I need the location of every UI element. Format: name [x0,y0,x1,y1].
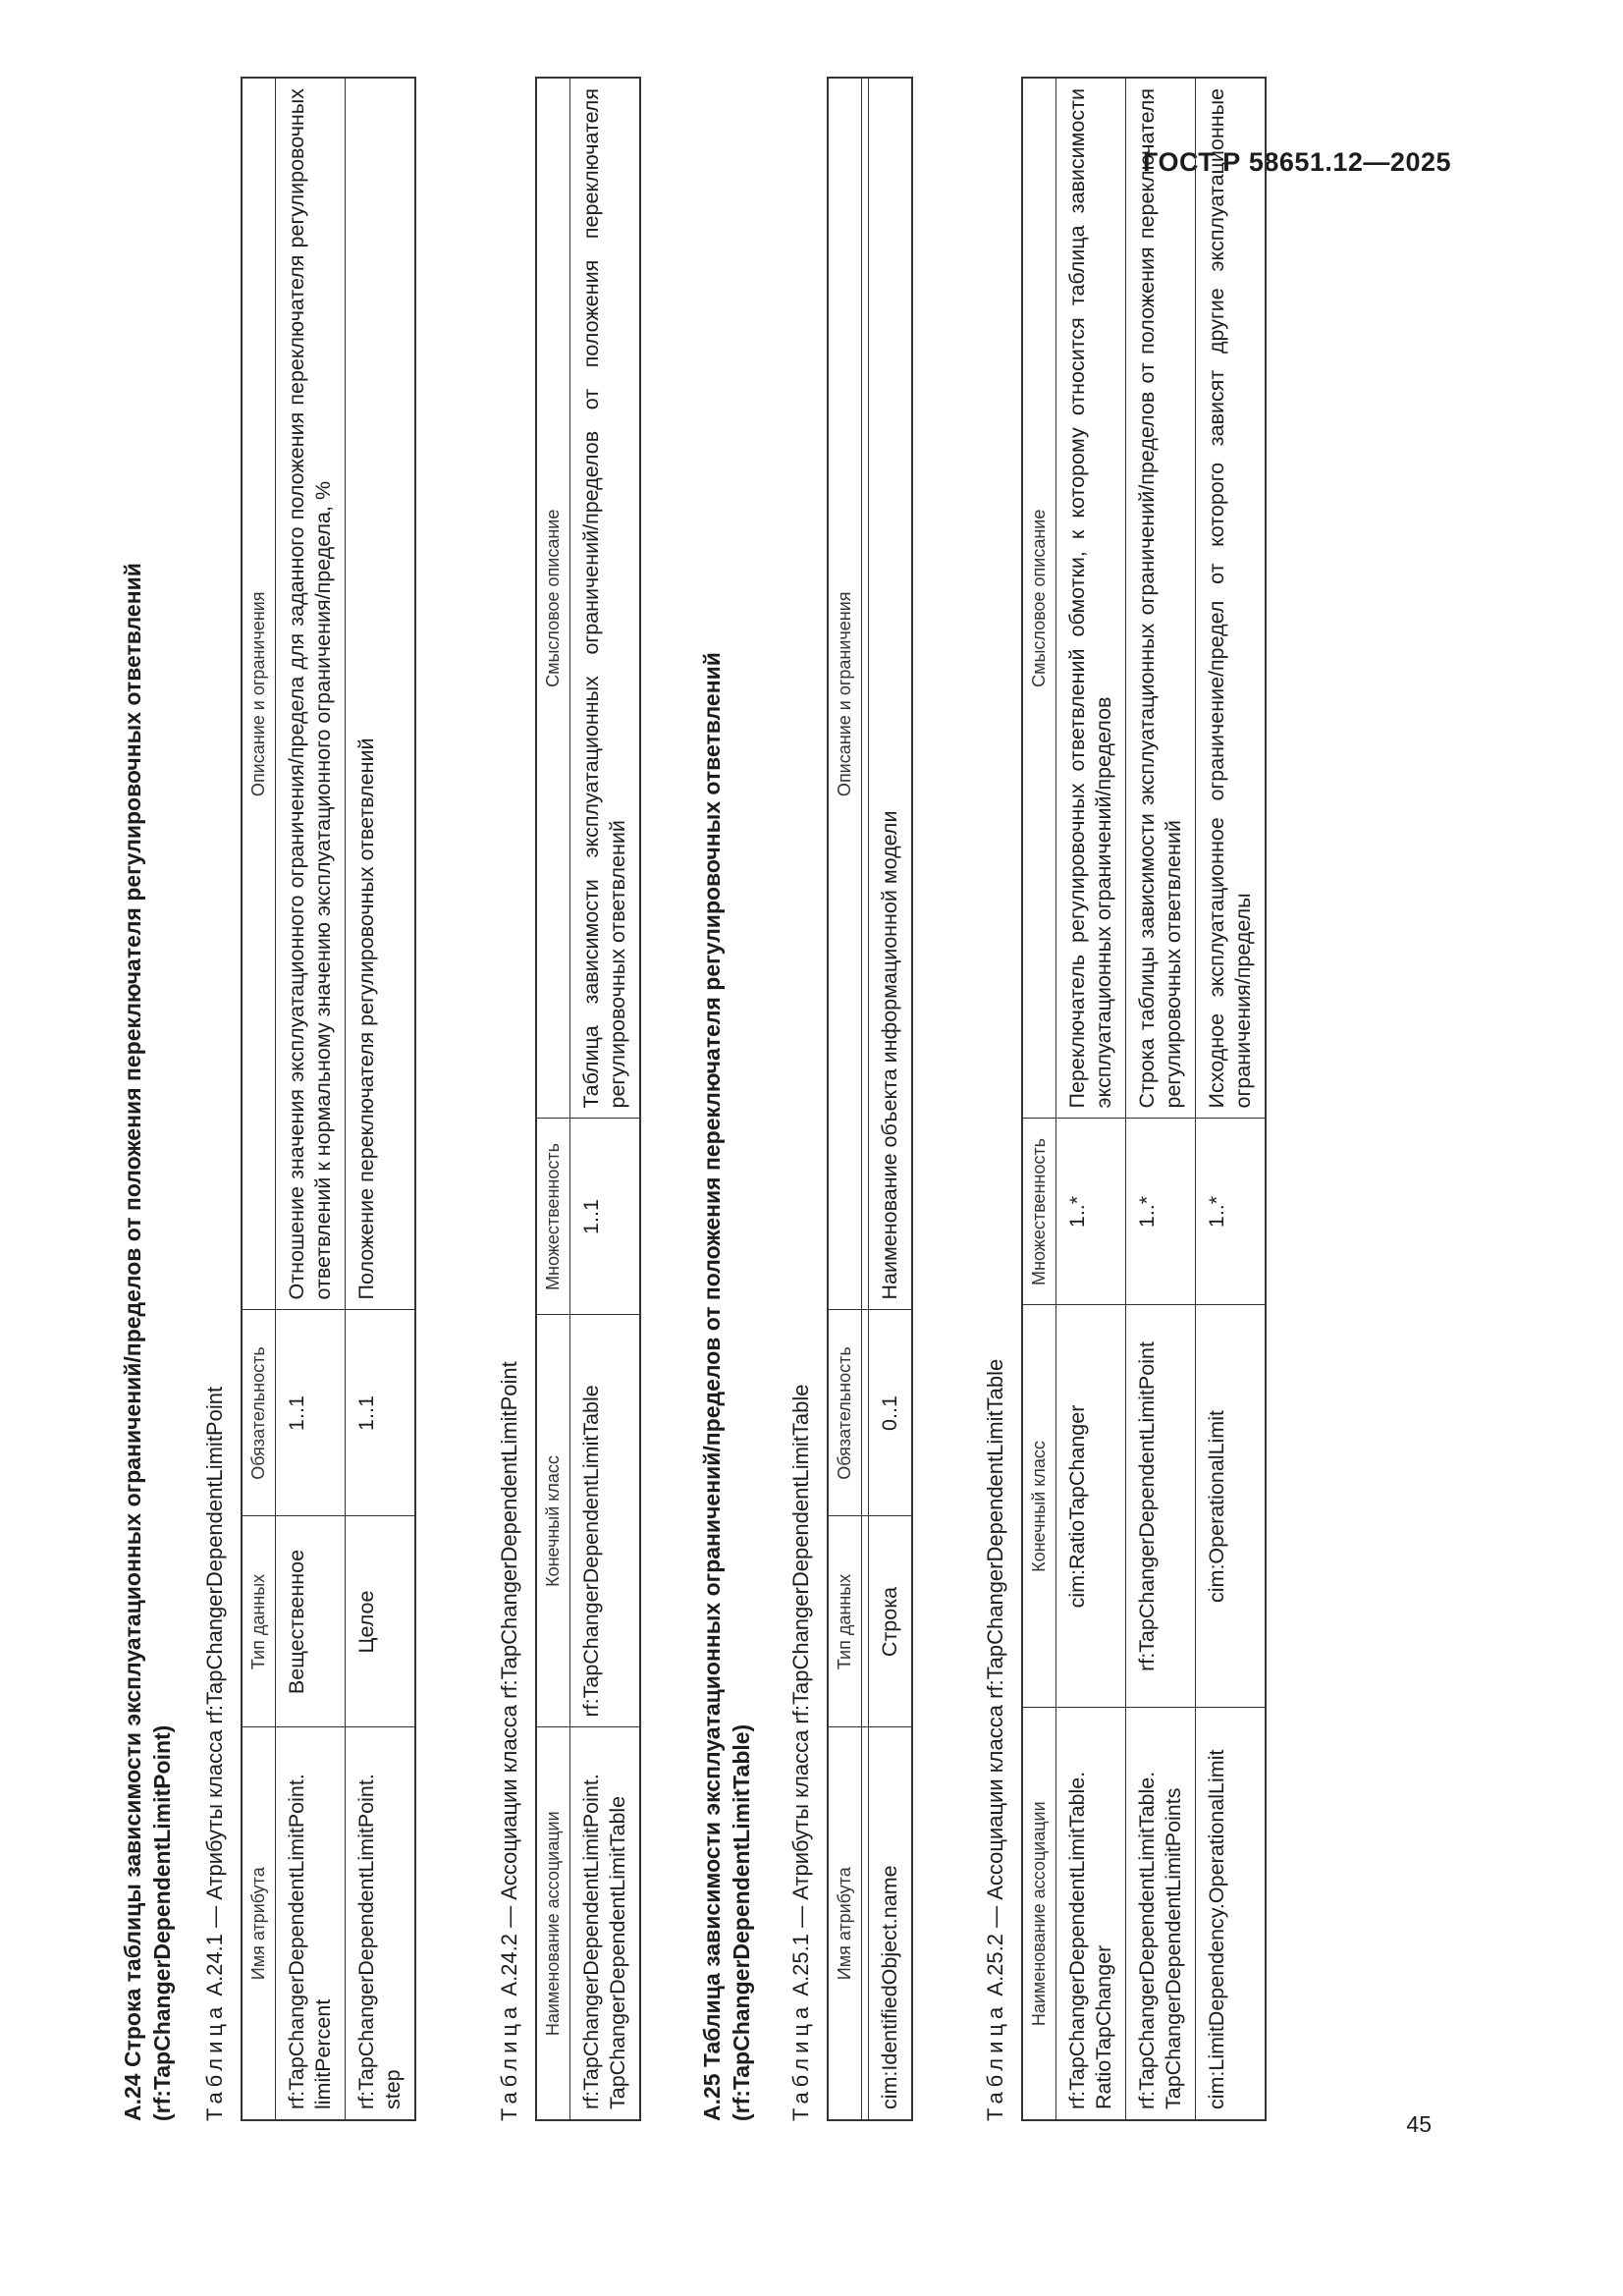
multiplicity-cell: 1..* [1056,1119,1126,1305]
association-name-cell: rf:TapChangerDependentLimitTable. RatioTapChanger [1056,1708,1126,2120]
page-number: 45 [1406,2111,1432,2137]
caption-prefix: Таблица [497,2001,521,2121]
header-cell: Имя атрибута [242,1727,276,2120]
table-a24-1-caption [201,1387,229,2121]
description-cell: Исходное эксплуатационное ограничение/предел от которого зависят другие эксплуатационные ограничения/пределы [1196,78,1267,1119]
data-type-cell: Строка [869,1516,913,1727]
end-class-cell: rf:TapChangerDependentLimitTable [570,1315,641,1727]
caption-prefix: Таблица [788,2001,813,2121]
association-name-cell: rf:TapChangerDependentLimitTable. TapChangerDependentLimitPoints [1126,1708,1196,2120]
table-header-row [828,78,862,2120]
caption-text: А.24.1 — Атрибуты класса rf:TapChangerDependentLimitPoint [202,1386,227,1996]
table-header-row [536,78,570,2120]
attribute-name-cell: cim:IdentifiedObject.name [869,1727,913,2120]
data-type-cell: Целое [346,1516,416,1727]
header-cell: Тип данных [242,1516,276,1727]
caption-prefix: Таблица [983,2001,1007,2121]
document-code: ГОСТ Р 58651.12—2025 [1143,147,1451,177]
header-cell: Тип данных [828,1516,862,1727]
caption-text: А.24.2 — Ассоциации класса rf:TapChangerDependentLimitPoint [497,1361,521,1996]
header-cell: Смысловое описание [1022,78,1056,1119]
header-cell: Конечный класс [1022,1305,1056,1708]
description-cell: Переключатель регулировочных ответвлений обмотки, к которому относится таблица зависимости эксплуатационных ограничений/пределов [1056,78,1126,1119]
header-cell: Множественность [536,1119,570,1315]
obligation-cell: 1..1 [276,1310,346,1516]
section-a25-title [697,157,756,2121]
table-row [1056,78,1126,2120]
table-a24-2-caption [496,1361,523,2121]
table-a25-1 [827,77,913,2121]
description-cell: Положение переключателя регулировочных ответвлений [346,78,416,1310]
attribute-name-cell: rf:TapChangerDependentLimitPoint. step [346,1727,416,2120]
table-a24-1 [241,77,416,2121]
multiplicity-cell: 1..* [1126,1119,1196,1305]
header-cell: Множественность [1022,1119,1056,1305]
table-row [570,78,641,2120]
table-row [346,78,416,2120]
description-cell: Наименование объекта информационной модели [869,78,913,1310]
caption-prefix: Таблица [202,2001,227,2121]
obligation-cell: 0..1 [869,1310,913,1516]
table-a24-2 [535,77,641,2121]
header-cell: Обязательность [828,1310,862,1516]
association-name-cell: cim:LimitDependency.OperationalLimit [1196,1708,1267,2120]
table-header-row [1022,78,1056,2120]
table-row [869,78,913,2120]
table-row [276,78,346,2120]
table-spacer-row [862,78,869,2120]
header-cell: Описание и ограничения [242,78,276,1310]
multiplicity-cell: 1..* [1196,1119,1267,1305]
caption-text: А.25.2 — Ассоциации класса rf:TapChangerDependentLimitTable [983,1358,1007,1996]
caption-text: А.25.1 — Атрибуты класса rf:TapChangerDependentLimitTable [788,1384,813,1996]
obligation-cell: 1..1 [346,1310,416,1516]
header-cell: Смысловое описание [536,78,570,1119]
section-a24-title [118,157,177,2121]
table-a25-2 [1021,77,1267,2121]
end-class-cell: rf:TapChangerDependentLimitPoint [1126,1305,1196,1708]
description-cell: Таблица зависимости эксплуатационных ограничений/пределов от положения переключателя регулировочных ответвлений [570,78,641,1119]
header-cell: Описание и ограничения [828,78,862,1310]
end-class-cell: cim:OperationalLimit [1196,1305,1267,1708]
table-row [1196,78,1267,2120]
section-a24-title-line2: (rf:TapChangerDependentLimitPoint) [149,1724,175,2121]
table-a25-2-caption [982,1359,1009,2121]
table-row [1126,78,1196,2120]
header-cell: Имя атрибута [828,1727,862,2120]
rotated-page-content [118,79,1424,2121]
attribute-name-cell: rf:TapChangerDependentLimitPoint. limitPercent [276,1727,346,2120]
data-type-cell: Вещественное [276,1516,346,1727]
header-cell: Конечный класс [536,1315,570,1727]
multiplicity-cell: 1..1 [570,1119,641,1315]
table-header-row [242,78,276,2120]
header-cell: Наименование ассоциации [536,1727,570,2120]
end-class-cell: cim:RatioTapChanger [1056,1305,1126,1708]
section-a25-title-line1: А.25 Таблица зависимости эксплуатационных ограничений/пределов от положения переключателя регулировочных ответвлений [699,652,725,2121]
section-a25-title-line2: (rf:TapChangerDependentLimitTable) [729,1723,754,2121]
header-cell: Наименование ассоциации [1022,1708,1056,2120]
description-cell: Отношение значения эксплуатационного ограничения/предела для заданного положения переключателя регулировочных ответвлений к нормальному значению эксплуатационного ограничения/предела, % [276,78,346,1310]
description-cell: Строка таблицы зависимости эксплуатационных ограничений/пределов от положения переключателя регулировочных ответвлений [1126,78,1196,1119]
association-name-cell: rf:TapChangerDependentLimitPoint. TapChangerDependentLimitTable [570,1727,641,2120]
section-a24-title-line1: А.24 Строка таблицы зависимости эксплуатационных ограничений/пределов от положения переключателя регулировочных ответвлений [120,563,145,2121]
table-a25-1-caption [787,1384,815,2121]
header-cell: Обязательность [242,1310,276,1516]
